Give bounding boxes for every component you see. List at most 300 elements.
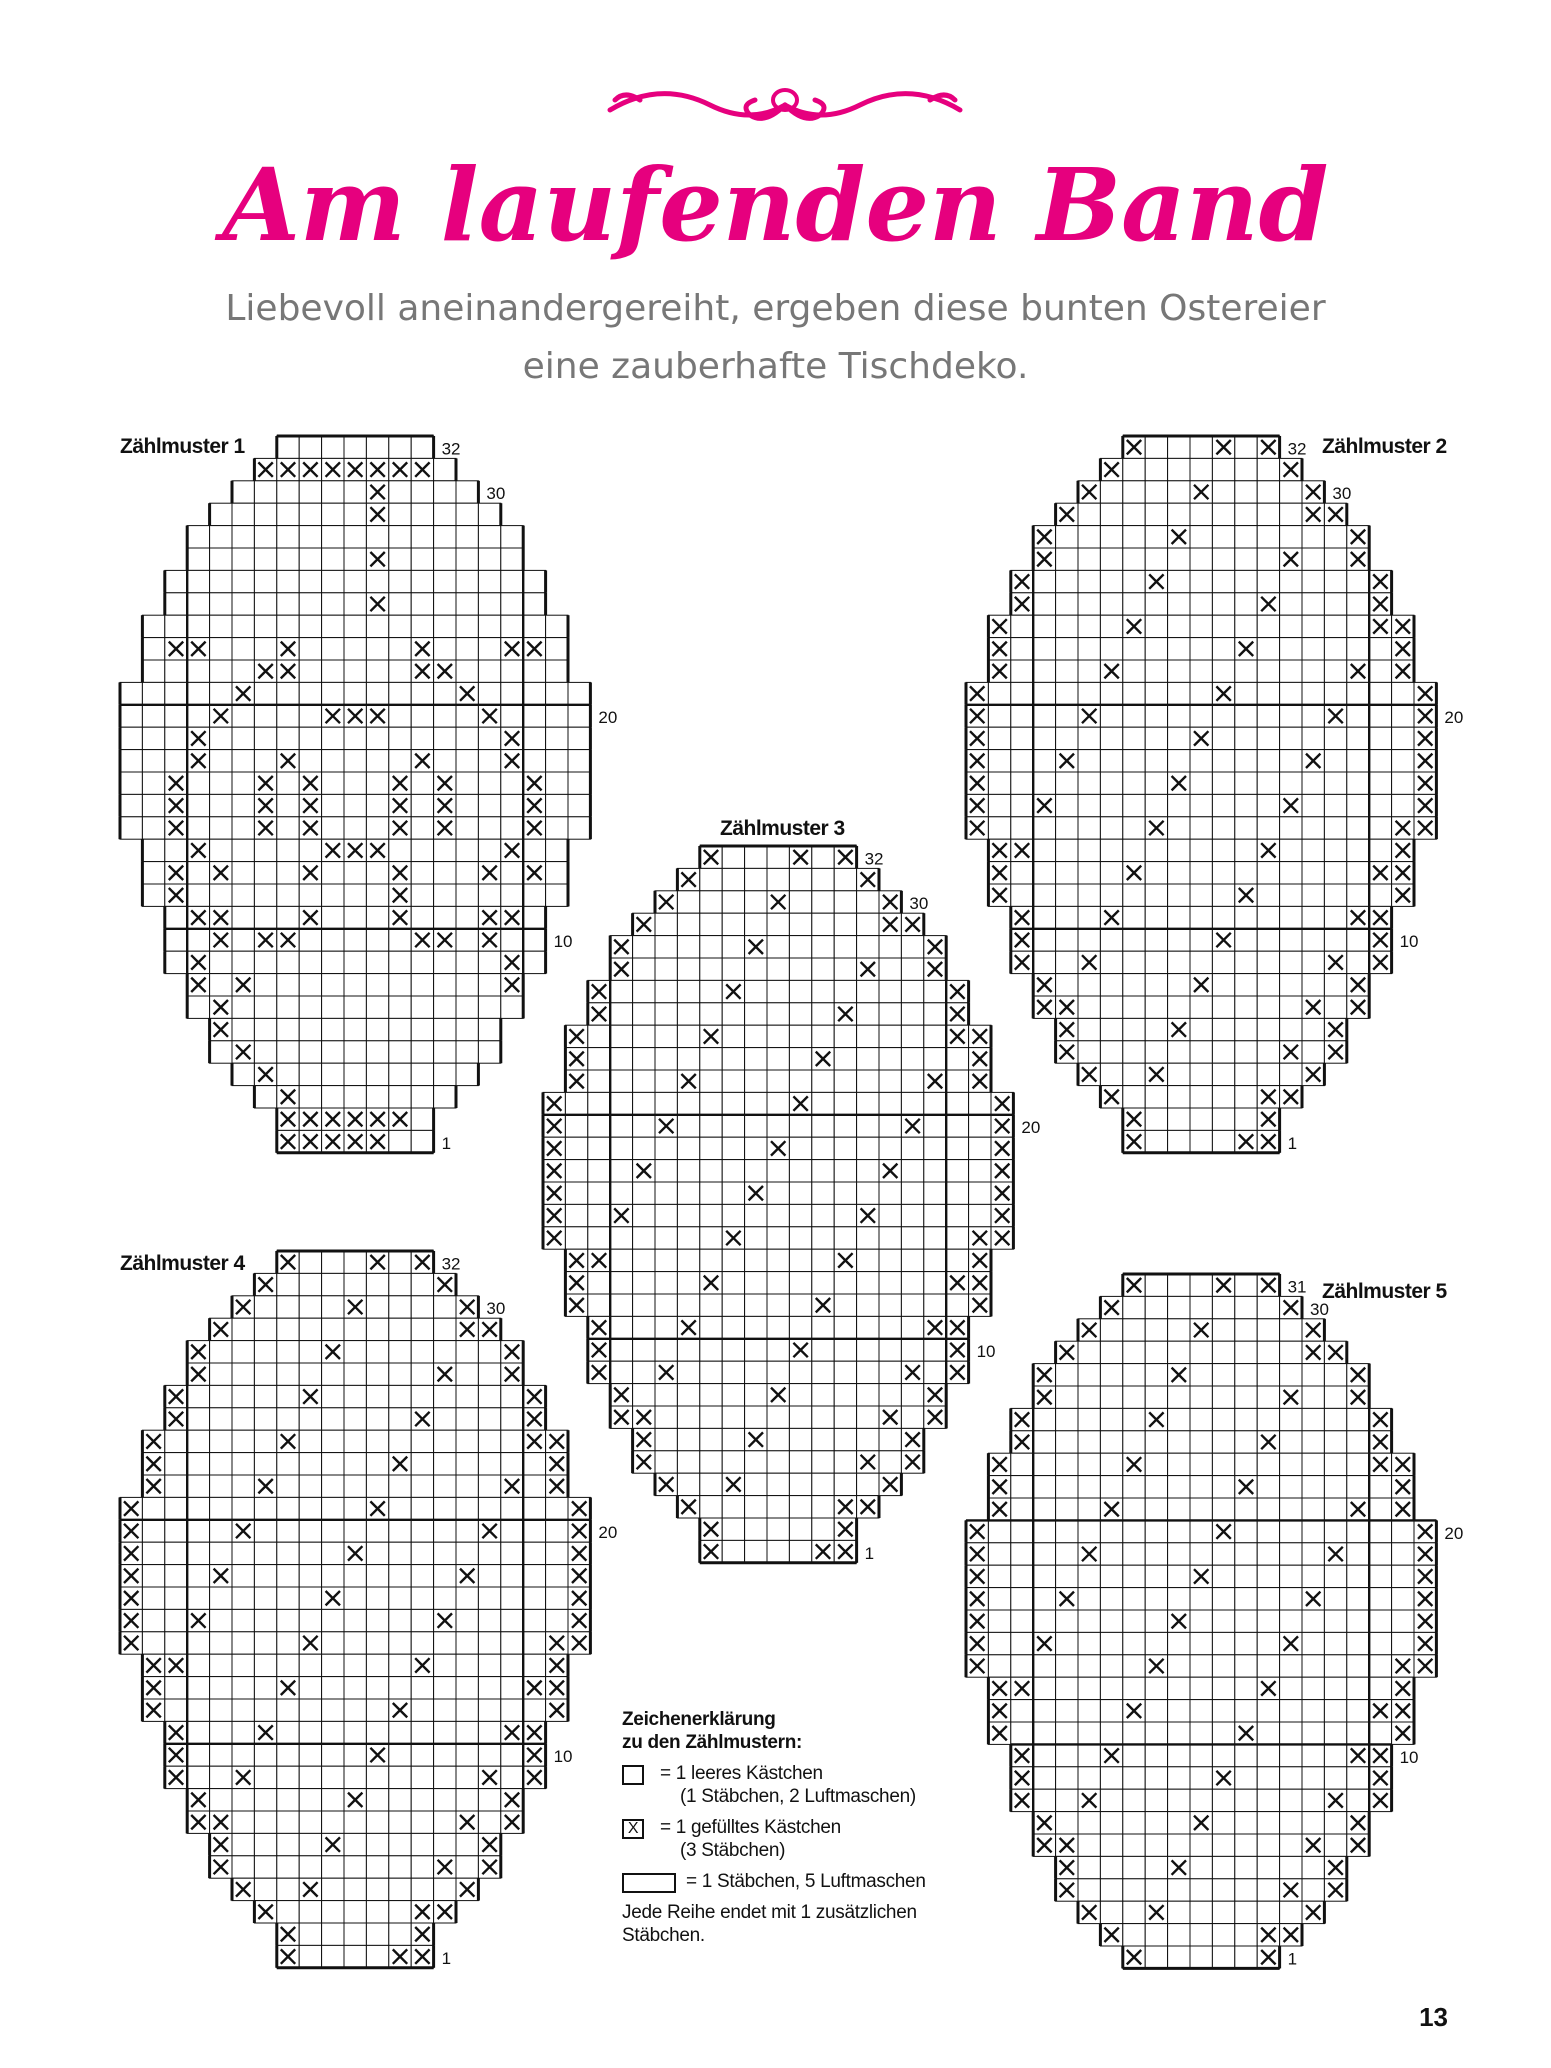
chart-cell [322, 1086, 344, 1108]
chart-cell [1011, 1520, 1033, 1542]
chart-cell [434, 682, 456, 704]
chart-cell [677, 1048, 699, 1070]
chart-cell [1100, 1520, 1122, 1542]
chart-cell [434, 839, 456, 861]
chart-cell [1347, 862, 1369, 884]
chart-cell [411, 951, 433, 973]
chart-cell [812, 913, 834, 935]
legend-row-filled: X = 1 gefülltes Kästchen (3 Stäbchen) [622, 1816, 952, 1862]
chart-cell [722, 1361, 744, 1383]
chart-cell [1033, 750, 1055, 772]
chart-cell [322, 1699, 344, 1721]
chart-cell [988, 1520, 1010, 1542]
chart-cell [501, 794, 523, 816]
chart-cell [299, 503, 321, 525]
chart-cell [1280, 1543, 1302, 1565]
chart-cell [1168, 1812, 1190, 1834]
subtitle-line-2: eine zauberhafte Tischdeko. [522, 346, 1029, 387]
chart-cell [789, 913, 811, 935]
chart-cell [1190, 1296, 1212, 1318]
chart-cell [1235, 1543, 1257, 1565]
chart-cell [344, 1699, 366, 1721]
chart-cell [456, 1475, 478, 1497]
chart-cell [456, 1856, 478, 1878]
chart-cell [1100, 1453, 1122, 1475]
chart-cell [1056, 526, 1078, 548]
chart-cell [1347, 772, 1369, 794]
chart-cell [1302, 1543, 1324, 1565]
chart-cell [924, 1361, 946, 1383]
chart-cell [546, 1542, 568, 1564]
chart-cell [254, 1430, 276, 1452]
chart-cell [501, 1632, 523, 1654]
chart-cell [1078, 1476, 1100, 1498]
chart-cell [434, 1453, 456, 1475]
chart-cell [1190, 884, 1212, 906]
chart-cell [1100, 951, 1122, 973]
chart-cell [478, 1363, 500, 1385]
chart-cell [745, 846, 767, 868]
chart-cell [411, 1766, 433, 1788]
chart-cell [1212, 996, 1234, 1018]
chart-cell [501, 548, 523, 570]
chart-cell [1033, 772, 1055, 794]
chart-cell [1257, 750, 1279, 772]
chart-cell [722, 1249, 744, 1271]
chart-cell [745, 1249, 767, 1271]
chart-cell [568, 817, 590, 839]
chart-cell [1280, 503, 1302, 525]
chart-cell [1190, 1408, 1212, 1430]
chart-cell [478, 1721, 500, 1743]
chart-cell [969, 1092, 991, 1114]
chart-cell [254, 1385, 276, 1407]
chart-cell [501, 660, 523, 682]
chart-cell [344, 593, 366, 615]
chart-cell [344, 996, 366, 1018]
chart-cell [1011, 1655, 1033, 1677]
chart-cell [210, 1587, 232, 1609]
chart-cell [254, 1744, 276, 1766]
chart-cell [1369, 1565, 1391, 1587]
chart-cell [1078, 727, 1100, 749]
chart-cell [1280, 682, 1302, 704]
chart-cell [299, 839, 321, 861]
chart-cell [722, 1025, 744, 1047]
chart-cell [568, 705, 590, 727]
chart-cell [857, 1003, 879, 1025]
chart-cell [1168, 1341, 1190, 1363]
chart-cell [523, 1587, 545, 1609]
row-number-label: 20 [598, 708, 618, 728]
chart-cell [1280, 1610, 1302, 1632]
chart-cell [434, 1699, 456, 1721]
chart-cell [1280, 1364, 1302, 1386]
chart-cell [1123, 884, 1145, 906]
chart-cell [456, 817, 478, 839]
chart-cell [434, 705, 456, 727]
chart-cell [1011, 615, 1033, 637]
chart-cell [1078, 1744, 1100, 1766]
chart-cell [834, 868, 856, 890]
chart-cell [1235, 1108, 1257, 1130]
chart-cell [344, 1811, 366, 1833]
chart-cell [344, 1856, 366, 1878]
chart-cell [767, 1316, 789, 1338]
chart-cell [1145, 1946, 1167, 1968]
chart-cell [478, 1385, 500, 1407]
chart-cell [812, 1249, 834, 1271]
chart-cell [1100, 884, 1122, 906]
chart-cell [389, 929, 411, 951]
chart-cell [1235, 682, 1257, 704]
chart-cell [1257, 615, 1279, 637]
chart-cell [789, 1048, 811, 1070]
chart-cell [722, 1115, 744, 1137]
chart-cell [857, 1182, 879, 1204]
chart-cell [1033, 1767, 1055, 1789]
chart-cell [1190, 772, 1212, 794]
chart-cell [834, 1473, 856, 1495]
chart-cell [1369, 750, 1391, 772]
chart-cell [456, 1520, 478, 1542]
chart-cell [1280, 526, 1302, 548]
chart-cell [232, 1542, 254, 1564]
chart-cell [1324, 1767, 1346, 1789]
chart-cell [879, 958, 901, 980]
chart-cell [232, 1856, 254, 1878]
chart-cell [389, 1542, 411, 1564]
chart-cell [857, 913, 879, 935]
chart-cell [1056, 548, 1078, 570]
chart-cell [322, 1721, 344, 1743]
chart-cell [1011, 1700, 1033, 1722]
chart-cell [767, 1092, 789, 1114]
chart-cell [478, 1018, 500, 1040]
chart-cell [857, 1048, 879, 1070]
chart-cell [344, 1744, 366, 1766]
chart-cell [1302, 1386, 1324, 1408]
chart-cell [456, 1677, 478, 1699]
chart-cell [1123, 682, 1145, 704]
chart-cell [434, 1833, 456, 1855]
chart-cell [1033, 1543, 1055, 1565]
chart-cell [812, 1428, 834, 1450]
chart-cell [165, 727, 187, 749]
chart-cell [1056, 1565, 1078, 1587]
chart-cell [187, 884, 209, 906]
chart-cell [655, 1339, 677, 1361]
chart-cell [879, 1003, 901, 1025]
chart-cell [344, 1273, 366, 1295]
chart-cell [1369, 1498, 1391, 1520]
chart-cell [142, 862, 164, 884]
chart-cell [677, 913, 699, 935]
chart-cell [857, 1272, 879, 1294]
chart-cell [588, 1092, 610, 1114]
chart-cell [767, 1451, 789, 1473]
chart-cell [322, 974, 344, 996]
chart-cell [1123, 974, 1145, 996]
chart-cell [1235, 481, 1257, 503]
chart-cell [1145, 1453, 1167, 1475]
chart-cell [1235, 1565, 1257, 1587]
chart-cell [254, 996, 276, 1018]
chart-cell [344, 1721, 366, 1743]
filled-box-icon: X [622, 1819, 644, 1839]
chart-cell [1145, 548, 1167, 570]
chart-cell [411, 884, 433, 906]
chart-cell [1168, 1767, 1190, 1789]
chart-cell [1302, 526, 1324, 548]
chart-cell [745, 1540, 767, 1562]
chart-cell [1190, 1901, 1212, 1923]
chart-cell [946, 1070, 968, 1092]
chart-cell [1212, 481, 1234, 503]
chart-cell [1235, 839, 1257, 861]
chart-cell [700, 891, 722, 913]
chart-cell [1168, 1632, 1190, 1654]
chart-cell [1235, 526, 1257, 548]
chart-cell [946, 1115, 968, 1137]
chart-cell [277, 727, 299, 749]
chart-cell [1145, 1789, 1167, 1811]
chart-cell [546, 750, 568, 772]
chart-cell [1190, 1476, 1212, 1498]
chart-cell [789, 1473, 811, 1495]
chart-cell [1190, 1431, 1212, 1453]
chart-cell [812, 958, 834, 980]
chart-cell [478, 974, 500, 996]
chart-cell [677, 980, 699, 1002]
chart-cell [879, 1294, 901, 1316]
chart-cell [610, 1249, 632, 1271]
chart-cell [745, 1316, 767, 1338]
chart-cell [1168, 705, 1190, 727]
chart-cell [1212, 1856, 1234, 1878]
chart-cell [1123, 526, 1145, 548]
chart-cell [722, 913, 744, 935]
chart-cell [411, 1811, 433, 1833]
chart-cell [389, 638, 411, 660]
chart-cell [187, 1565, 209, 1587]
chart-cell [456, 1063, 478, 1085]
chart-cell [1168, 660, 1190, 682]
chart-cell [633, 1115, 655, 1137]
chart-cell [344, 526, 366, 548]
chart-cell [1257, 1018, 1279, 1040]
chart-cell [879, 1339, 901, 1361]
chart-cell [277, 481, 299, 503]
chart-cell [232, 817, 254, 839]
chart-cell [210, 1497, 232, 1519]
chart-cell [633, 936, 655, 958]
chart-cell [1324, 1431, 1346, 1453]
chart-cell [610, 1048, 632, 1070]
chart-cell [745, 1518, 767, 1540]
chart-cell [254, 1811, 276, 1833]
chart-cell [322, 1273, 344, 1295]
chart-cell [1056, 1722, 1078, 1744]
chart-cell [1302, 1041, 1324, 1063]
chart-cell [478, 1632, 500, 1654]
chart-cell [366, 1296, 388, 1318]
chart-cell [1100, 503, 1122, 525]
chart-cell [1280, 1700, 1302, 1722]
chart-cell [344, 1251, 366, 1273]
chart-cell [655, 913, 677, 935]
chart-cell [1212, 1476, 1234, 1498]
chart-cell [344, 750, 366, 772]
chart-cell [969, 1160, 991, 1182]
chart-cell [1145, 1879, 1167, 1901]
chart-cell [1078, 593, 1100, 615]
chart-cell [1324, 727, 1346, 749]
row-number-label: 32 [441, 439, 461, 459]
chart-cell [610, 1294, 632, 1316]
chart-cell [165, 705, 187, 727]
chart-cell [187, 1677, 209, 1699]
chart-cell [299, 1363, 321, 1385]
chart-cell [677, 1092, 699, 1114]
chart-cell [165, 1475, 187, 1497]
chart-cell [1078, 1408, 1100, 1430]
chart-cell [254, 615, 276, 637]
chart-cell [1235, 929, 1257, 951]
chart-cell [924, 1294, 946, 1316]
chart-cell [1011, 705, 1033, 727]
chart-cell [1168, 1108, 1190, 1130]
chart-cell [254, 682, 276, 704]
chart-label: Zählmuster 4 [120, 1252, 245, 1275]
chart-cell [478, 1744, 500, 1766]
chart-cell [1145, 1041, 1167, 1063]
chart-cell [478, 548, 500, 570]
chart-cell [857, 1092, 879, 1114]
chart-cell [722, 1160, 744, 1182]
chart-cell [767, 1204, 789, 1226]
chart-cell [1011, 1610, 1033, 1632]
chart-cell [501, 1385, 523, 1407]
chart-cell [610, 1092, 632, 1114]
chart-cell [789, 1451, 811, 1473]
chart-cell [523, 593, 545, 615]
chart-cell [165, 1453, 187, 1475]
chart-cell [411, 1520, 433, 1542]
chart-cell [677, 1003, 699, 1025]
chart-cell [722, 1518, 744, 1540]
chart-cell [1145, 1086, 1167, 1108]
chart-cell [1190, 1274, 1212, 1296]
chart-cell [120, 682, 142, 704]
chart-cell [277, 593, 299, 615]
chart-cell [901, 1272, 923, 1294]
chart-cell [165, 660, 187, 682]
chart-cell [277, 772, 299, 794]
chart-cell [1280, 1812, 1302, 1834]
chart-cell [1369, 772, 1391, 794]
row-number-label: 10 [976, 1342, 996, 1362]
chart-cell [344, 1363, 366, 1385]
chart-cell [434, 1654, 456, 1676]
chart-cell [1302, 884, 1324, 906]
chart-cell [1369, 1476, 1391, 1498]
page-title: Am laufenden Band [222, 146, 1329, 264]
chart-cell [546, 682, 568, 704]
chart-cell [1235, 1386, 1257, 1408]
chart-cell [456, 526, 478, 548]
chart-cell [767, 1025, 789, 1047]
chart-cell [1123, 1386, 1145, 1408]
chart-cell [1212, 727, 1234, 749]
chart-cell [1078, 1364, 1100, 1386]
chart-cell [1100, 1610, 1122, 1632]
chart-cell [1145, 1319, 1167, 1341]
chart-cell [1212, 1610, 1234, 1632]
chart-cell [1056, 682, 1078, 704]
chart-cell [232, 996, 254, 1018]
chart-cell [1324, 862, 1346, 884]
chart-cell [254, 1632, 276, 1654]
chart-cell [434, 458, 456, 480]
chart-cell [1212, 1834, 1234, 1856]
chart-cell [322, 615, 344, 637]
chart-cell [901, 1092, 923, 1114]
chart-cell [834, 1025, 856, 1047]
chart-cell [879, 1451, 901, 1473]
chart-cell [946, 1137, 968, 1159]
chart-cell [924, 1115, 946, 1137]
chart-cell [322, 996, 344, 1018]
chart-cell [924, 1025, 946, 1047]
chart-cell [322, 817, 344, 839]
chart-cell [1257, 862, 1279, 884]
chart-cell [1123, 503, 1145, 525]
chart-cell [789, 936, 811, 958]
chart-cell [1324, 1722, 1346, 1744]
chart-cell [1235, 1018, 1257, 1040]
chart-cell [1302, 705, 1324, 727]
chart-cell [988, 817, 1010, 839]
chart-cell [187, 682, 209, 704]
chart-cell [187, 1520, 209, 1542]
chart-cell [1011, 638, 1033, 660]
chart-cell [655, 1227, 677, 1249]
chart-cell [1347, 705, 1369, 727]
chart-cell [988, 705, 1010, 727]
chart-cell [1392, 1588, 1414, 1610]
chart-cell [142, 1587, 164, 1609]
chart-cell [946, 1204, 968, 1226]
row-number-label: 10 [1399, 1747, 1419, 1767]
chart-cell [523, 682, 545, 704]
chart-cell [745, 1070, 767, 1092]
chart-cell [1235, 1431, 1257, 1453]
chart-cell [546, 727, 568, 749]
chart-cell [344, 1654, 366, 1676]
chart-cell [588, 1115, 610, 1137]
chart-cell [434, 1565, 456, 1587]
chart-cell [344, 570, 366, 592]
chart-cell [299, 1251, 321, 1273]
chart-cell [1302, 817, 1324, 839]
chart-cell [1168, 1386, 1190, 1408]
chart-cell [1347, 839, 1369, 861]
chart-cell [745, 1227, 767, 1249]
chart-cell [1324, 1655, 1346, 1677]
chart-cell [879, 980, 901, 1002]
chart-cell [187, 1766, 209, 1788]
